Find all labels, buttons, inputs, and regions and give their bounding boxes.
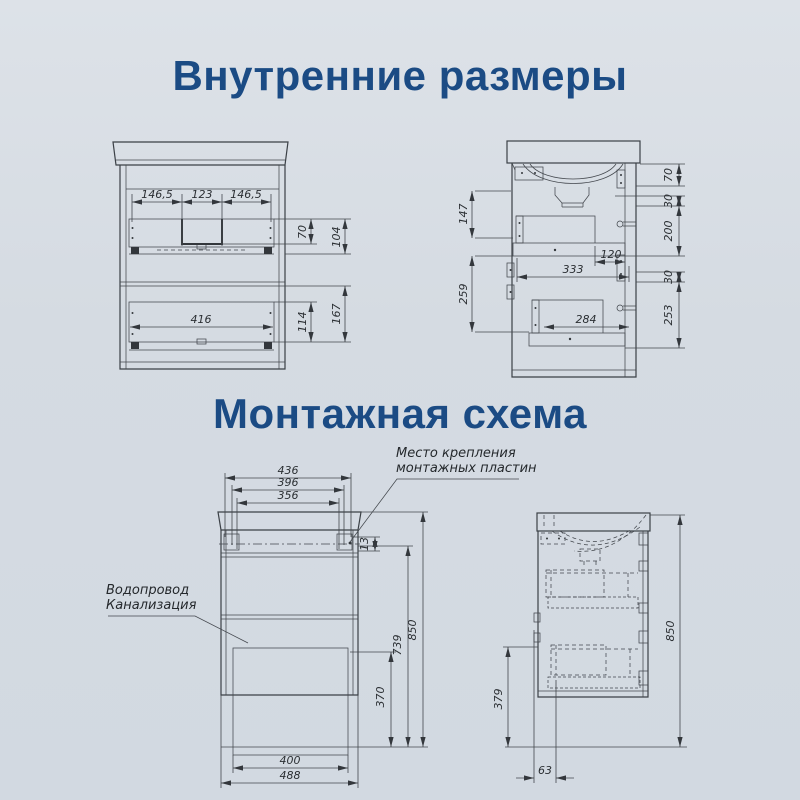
mounting-side-63-dim: [516, 630, 574, 783]
mounting-front-top-dims: [225, 464, 351, 549]
front-view-416-dim: [130, 313, 273, 327]
front-view-upper-height-dims: [222, 219, 351, 254]
dim-label-333: 333: [562, 263, 584, 276]
plates-annotation-line2: монтажных пластин: [396, 461, 537, 476]
dim-label-123: 123: [191, 188, 213, 201]
water-annotation-line2: Канализация: [106, 598, 197, 613]
dim-label-146-5-right: 146,5: [230, 188, 262, 201]
dim-label-146-5-left: 146,5: [141, 188, 173, 201]
dim-label-30-lower: 30: [662, 270, 675, 284]
side-view-right-dims: [615, 164, 685, 348]
dim-label-120: 120: [600, 248, 622, 261]
dim-label-104: 104: [330, 226, 343, 248]
dim-label-13: 13: [358, 537, 371, 551]
dim-label-253: 253: [662, 304, 675, 326]
dim-label-488: 488: [279, 769, 301, 782]
dim-label-114: 114: [296, 311, 309, 333]
water-annotation: [106, 583, 196, 613]
dim-label-284: 284: [575, 313, 597, 326]
water-annotation-line1: Водопровод: [106, 583, 190, 598]
mounting-side-379-dim: [492, 647, 538, 747]
dim-label-63: 63: [538, 764, 552, 777]
side-view-left-dims: [457, 191, 529, 332]
front-view-cabinet: [113, 142, 288, 369]
dim-label-200: 200: [662, 220, 675, 242]
dim-label-400: 400: [279, 754, 301, 767]
dim-label-167: 167: [330, 303, 343, 325]
side-view-drawing: [455, 130, 730, 382]
side-view-284-dim: [544, 313, 629, 327]
mounting-front-cabinet: [218, 512, 361, 755]
leader-water: [108, 616, 248, 643]
dim-label-370: 370: [374, 686, 387, 708]
mounting-front-drawing: [85, 445, 525, 800]
dim-label-147: 147: [457, 203, 470, 225]
section-title-mounting: Монтажная схема: [213, 390, 587, 437]
dim-label-70-side: 70: [662, 168, 675, 182]
section-title-internal: Внутренние размеры: [172, 52, 628, 99]
dim-label-850-side: 850: [664, 620, 677, 642]
front-view-drawing: [95, 132, 360, 382]
dim-label-70: 70: [296, 225, 309, 239]
mounting-side-drawing: [488, 473, 728, 800]
dim-label-436: 436: [277, 464, 299, 477]
dim-label-396: 396: [277, 476, 299, 489]
dim-label-416: 416: [190, 313, 212, 326]
mounting-front-bottom-dims: [221, 695, 358, 788]
dim-label-30-upper: 30: [662, 194, 675, 208]
dim-label-739: 739: [391, 634, 404, 656]
front-view-top-width-dims: [132, 188, 271, 246]
mounting-side-cabinet: [534, 513, 650, 697]
mounting-side-850-dim: [650, 515, 685, 747]
plates-annotation: [396, 446, 537, 476]
dim-label-850-front: 850: [406, 619, 419, 641]
dim-label-259: 259: [457, 283, 470, 305]
plates-annotation-line1: Место крепления: [396, 446, 516, 461]
dim-label-356: 356: [277, 489, 299, 502]
dim-label-379: 379: [492, 688, 505, 710]
